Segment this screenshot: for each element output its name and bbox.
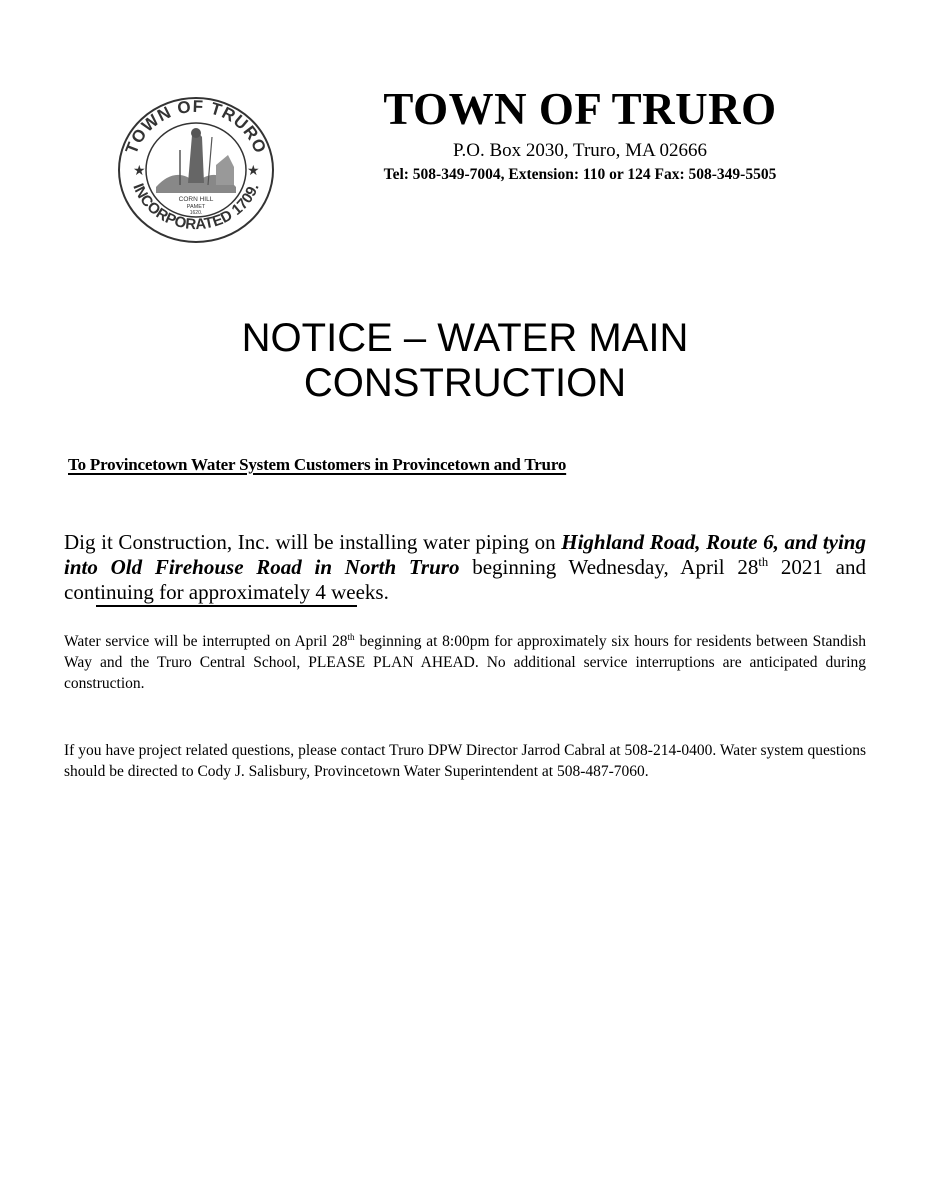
- seal-top-text: TOWN OF TRURO: [121, 96, 271, 157]
- notice-title: [160, 316, 770, 406]
- town-name: TOWN OF TRURO: [383, 84, 777, 134]
- svg-text:PAMET: PAMET: [186, 204, 206, 210]
- svg-text:CORN HILL: CORN HILL: [178, 196, 214, 203]
- audience-subheading: To Provincetown Water System Customers in Provincetown and Truro: [68, 455, 567, 474]
- service-interruption-paragraph: Water service will be interrupted on April 28th beginning at 8:00pm for approximately six hours for residents between Standish Way and the Truro Central School, PLEASE PLAN AHEAD. No additional service interruptions are anticipated during construction.: [64, 632, 866, 692]
- work-location: Highland Road, Route 6, and tying into Old Firehouse Road in North Truro: [64, 530, 866, 579]
- seal-bottom-text: INCORPORATED 1709.: [129, 181, 263, 234]
- notice-title-line-1: NOTICE – WATER MAIN: [241, 316, 689, 360]
- contact-paragraph: If you have project related questions, please contact Truro DPW Director Jarrod Cabral at 508-214-0400. Water system questions should be directed to Cody J. Salisbury, Provincetown Water Superintendent at 508-487-7060.: [64, 742, 866, 780]
- letterhead: [330, 82, 830, 185]
- svg-text:1620.: 1620.: [189, 210, 203, 216]
- town-seal-icon: [116, 95, 276, 245]
- svg-text:★: ★: [133, 163, 146, 179]
- notice-title-line-2: CONSTRUCTION: [303, 361, 627, 405]
- divider-rule: [96, 605, 357, 607]
- mailing-address: P.O. Box 2030, Truro, MA 02666: [453, 140, 707, 161]
- svg-text:★: ★: [247, 163, 260, 179]
- construction-paragraph: Dig it Construction, Inc. will be installing water piping on Highland Road, Route 6, and tying into Old Firehouse Road in North Truro beginning Wednesday, April 28th 2021 and continuing for approximately 4 weeks.: [64, 530, 866, 604]
- contact-phone-line: Tel: 508-349-7004, Extension: 110 or 124 Fax: 508-349-5505: [383, 166, 777, 183]
